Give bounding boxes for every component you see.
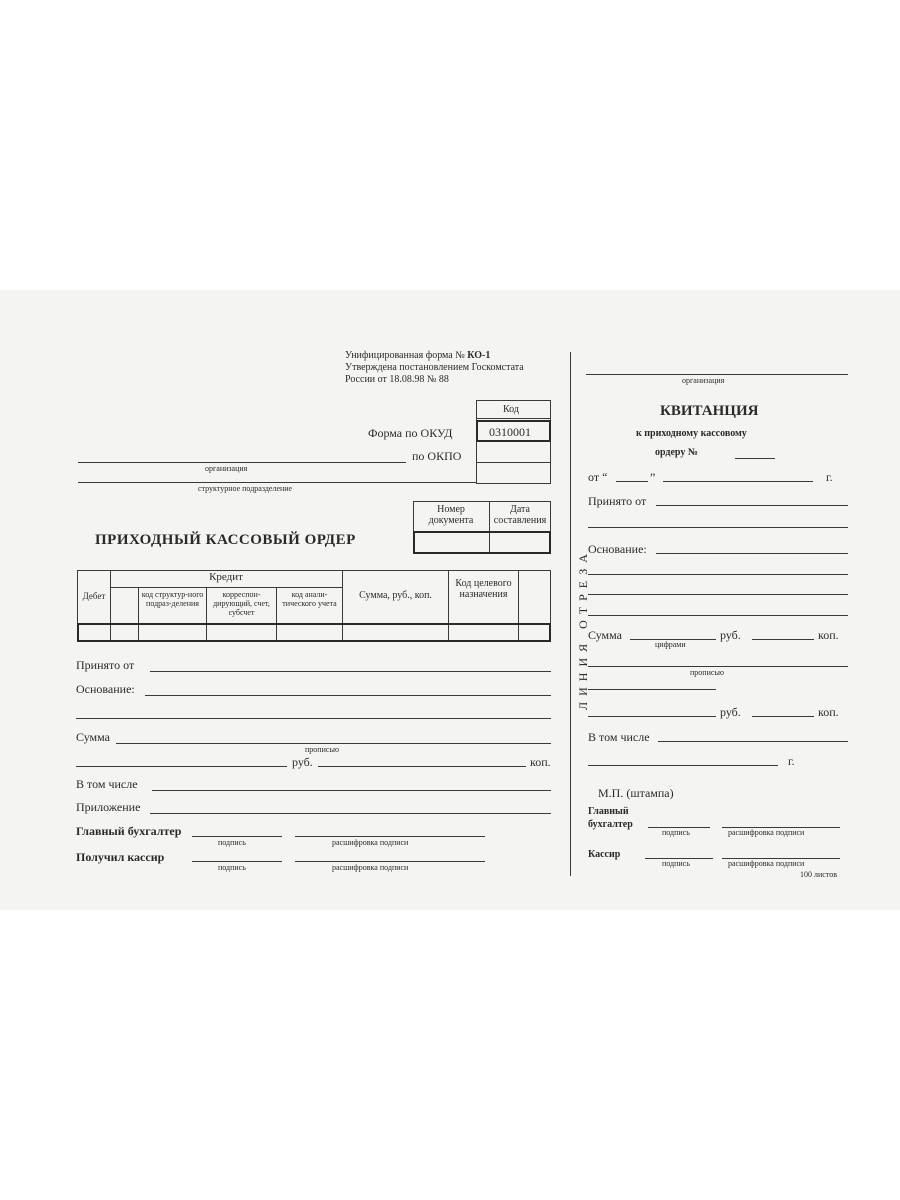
summa-line[interactable] — [116, 743, 551, 744]
kassir-label: Получил кассир — [76, 850, 165, 864]
receipt-kassir-label: Кассир — [588, 849, 621, 860]
cut-line-label: ЛИНИЯ ОТРЕЗА — [576, 548, 590, 710]
prilozhenie-label: Приложение — [76, 800, 141, 814]
summa-propisyu-caption: прописью — [305, 745, 340, 754]
prinyato-label: Принято от — [76, 658, 135, 672]
receipt-month-line[interactable] — [663, 481, 813, 482]
osnovanie-line-2[interactable] — [76, 718, 551, 719]
receipt-rub-label-2: руб. — [720, 705, 741, 719]
receipt-kassir-rasshifrovka-caption: расшифровка подписи — [728, 859, 805, 868]
form-sheet — [0, 290, 900, 910]
doc-values-row[interactable] — [413, 531, 551, 554]
doc-date-header: Дата составления — [493, 504, 547, 526]
receipt-kassir-podpis-caption: подпись — [662, 859, 690, 868]
subdivision-caption: структурное подразделение — [198, 484, 293, 493]
receipt-osnovanie-line-2[interactable] — [588, 574, 848, 575]
receipt-quote-open: “ — [602, 470, 608, 484]
receipt-glavbuh-rasshifrovka-caption: расшифровка подписи — [728, 828, 805, 837]
receipt-summa-line-2[interactable] — [588, 716, 716, 717]
receipt-ot-label — [588, 470, 607, 485]
organization-line[interactable] — [78, 462, 406, 463]
subdivision-line[interactable] — [78, 482, 476, 483]
prinyato-line[interactable] — [150, 671, 551, 672]
glavbuh-rasshifrovka-caption: расшифровка подписи — [332, 838, 409, 847]
receipt-organization-line[interactable] — [586, 374, 848, 375]
receipt-prinyato-label: Принято от — [588, 494, 647, 508]
receipt-kop-label: коп. — [818, 628, 839, 642]
glavbuh-sign-line[interactable] — [192, 836, 282, 837]
osnovanie-label: Основание: — [76, 682, 135, 696]
korresp-header: корреспон-дирующий, счет, субсчет — [213, 590, 270, 617]
kod-analit-header: код анали-тического учета — [282, 590, 337, 608]
receipt-summa-label: Сумма — [588, 628, 622, 642]
v-tom-chisle-line[interactable] — [152, 790, 551, 791]
receipt-osnovanie-label: Основание: — [588, 542, 647, 556]
okpo-label: по ОКПО — [412, 449, 462, 463]
v-tom-chisle-label: В том числе — [76, 777, 138, 791]
order-title: ПРИХОДНЫЙ КАССОВЫЙ ОРДЕР — [95, 532, 356, 548]
receipt-glavbuh-podpis-caption: подпись — [662, 828, 690, 837]
form-code: КО-1 — [467, 350, 491, 361]
receipt-rub-line[interactable] — [752, 639, 814, 640]
receipt-prinyato-line[interactable] — [656, 505, 848, 506]
receipt-prinyato-line-2[interactable] — [588, 527, 848, 528]
kod-celevogo-header: Код целевого назначения — [455, 578, 512, 600]
kassir-rasshifrovka-caption: расшифровка подписи — [332, 863, 409, 872]
summa-header: Сумма, руб., коп. — [359, 590, 432, 601]
doc-number-header: Номер документа — [428, 504, 474, 526]
kod-struct-header: код структур-ного подраз-деления — [141, 590, 204, 608]
summa-label: Сумма — [76, 730, 110, 744]
receipt-year-label: г. — [826, 470, 833, 484]
receipt-osnovanie-line-3[interactable] — [588, 594, 848, 595]
receipt-sheets-note: 100 листов — [800, 870, 837, 879]
kod-label: Код — [503, 404, 519, 415]
receipt-year2-label: г. — [788, 754, 795, 768]
kassir-name-line[interactable] — [295, 861, 485, 862]
receipt-ciframi-caption: цифрами — [655, 640, 686, 649]
prilozhenie-line[interactable] — [150, 813, 551, 814]
cut-divider — [570, 352, 571, 876]
summa-line-2[interactable] — [76, 766, 287, 767]
okud-label: Форма по ОКУД — [368, 426, 453, 440]
form-line1 — [345, 350, 490, 361]
receipt-quote-close: ” — [650, 470, 656, 484]
okud-value: 0310001 — [489, 425, 531, 439]
receipt-propisyu-line[interactable] — [588, 666, 848, 667]
kassir-sign-line[interactable] — [192, 861, 282, 862]
receipt-propisyu-caption: прописью — [690, 668, 725, 677]
date-line: России от 18.08.98 № 88 — [345, 374, 449, 385]
receipt-day-line[interactable] — [616, 481, 648, 482]
receipt-v-tom-chisle-label: В том числе — [588, 730, 650, 744]
receipt-glavbuh-label-1: Главный — [588, 806, 629, 817]
receipt-kop-label-2: коп. — [818, 705, 839, 719]
rub-label: руб. — [292, 755, 313, 769]
rub-line[interactable] — [318, 766, 526, 767]
receipt-glavbuh-label-2: бухгалтер — [588, 819, 633, 830]
receipt-rub-label: руб. — [720, 628, 741, 642]
main-table-values-row[interactable] — [77, 623, 551, 642]
receipt-mp-label: М.П. (штампа) — [598, 786, 674, 800]
receipt-ot-text: от — [588, 470, 600, 484]
receipt-propisyu-line-2[interactable] — [588, 689, 716, 690]
glavbuh-podpis-caption: подпись — [218, 838, 246, 847]
kassir-podpis-caption: подпись — [218, 863, 246, 872]
receipt-osnovanie-line[interactable] — [656, 553, 848, 554]
organization-caption: организация — [205, 464, 248, 473]
receipt-order-no-label: ордеру № — [655, 447, 698, 458]
receipt-order-no-line[interactable] — [735, 458, 775, 459]
receipt-osnovanie-line-4[interactable] — [588, 615, 848, 616]
debet-header: Дебет — [82, 591, 106, 601]
receipt-subtitle: к приходному кассовому — [636, 428, 747, 439]
approved-line: Утверждена постановлением Госкомстата — [345, 362, 524, 373]
receipt-title: КВИТАНЦИЯ — [660, 403, 759, 419]
form-line1-text: Унифицированная форма № — [345, 350, 465, 361]
kop-label: коп. — [530, 755, 551, 769]
receipt-v-tom-chisle-line[interactable] — [658, 741, 848, 742]
osnovanie-line[interactable] — [145, 695, 551, 696]
glavbuh-name-line[interactable] — [295, 836, 485, 837]
glavbuh-label: Главный бухгалтер — [76, 824, 182, 838]
receipt-organization-caption: организация — [682, 376, 725, 385]
receipt-v-tom-chisle-line-2[interactable] — [588, 765, 778, 766]
kredit-header: Кредит — [209, 571, 243, 583]
receipt-rub-line-2[interactable] — [752, 716, 814, 717]
